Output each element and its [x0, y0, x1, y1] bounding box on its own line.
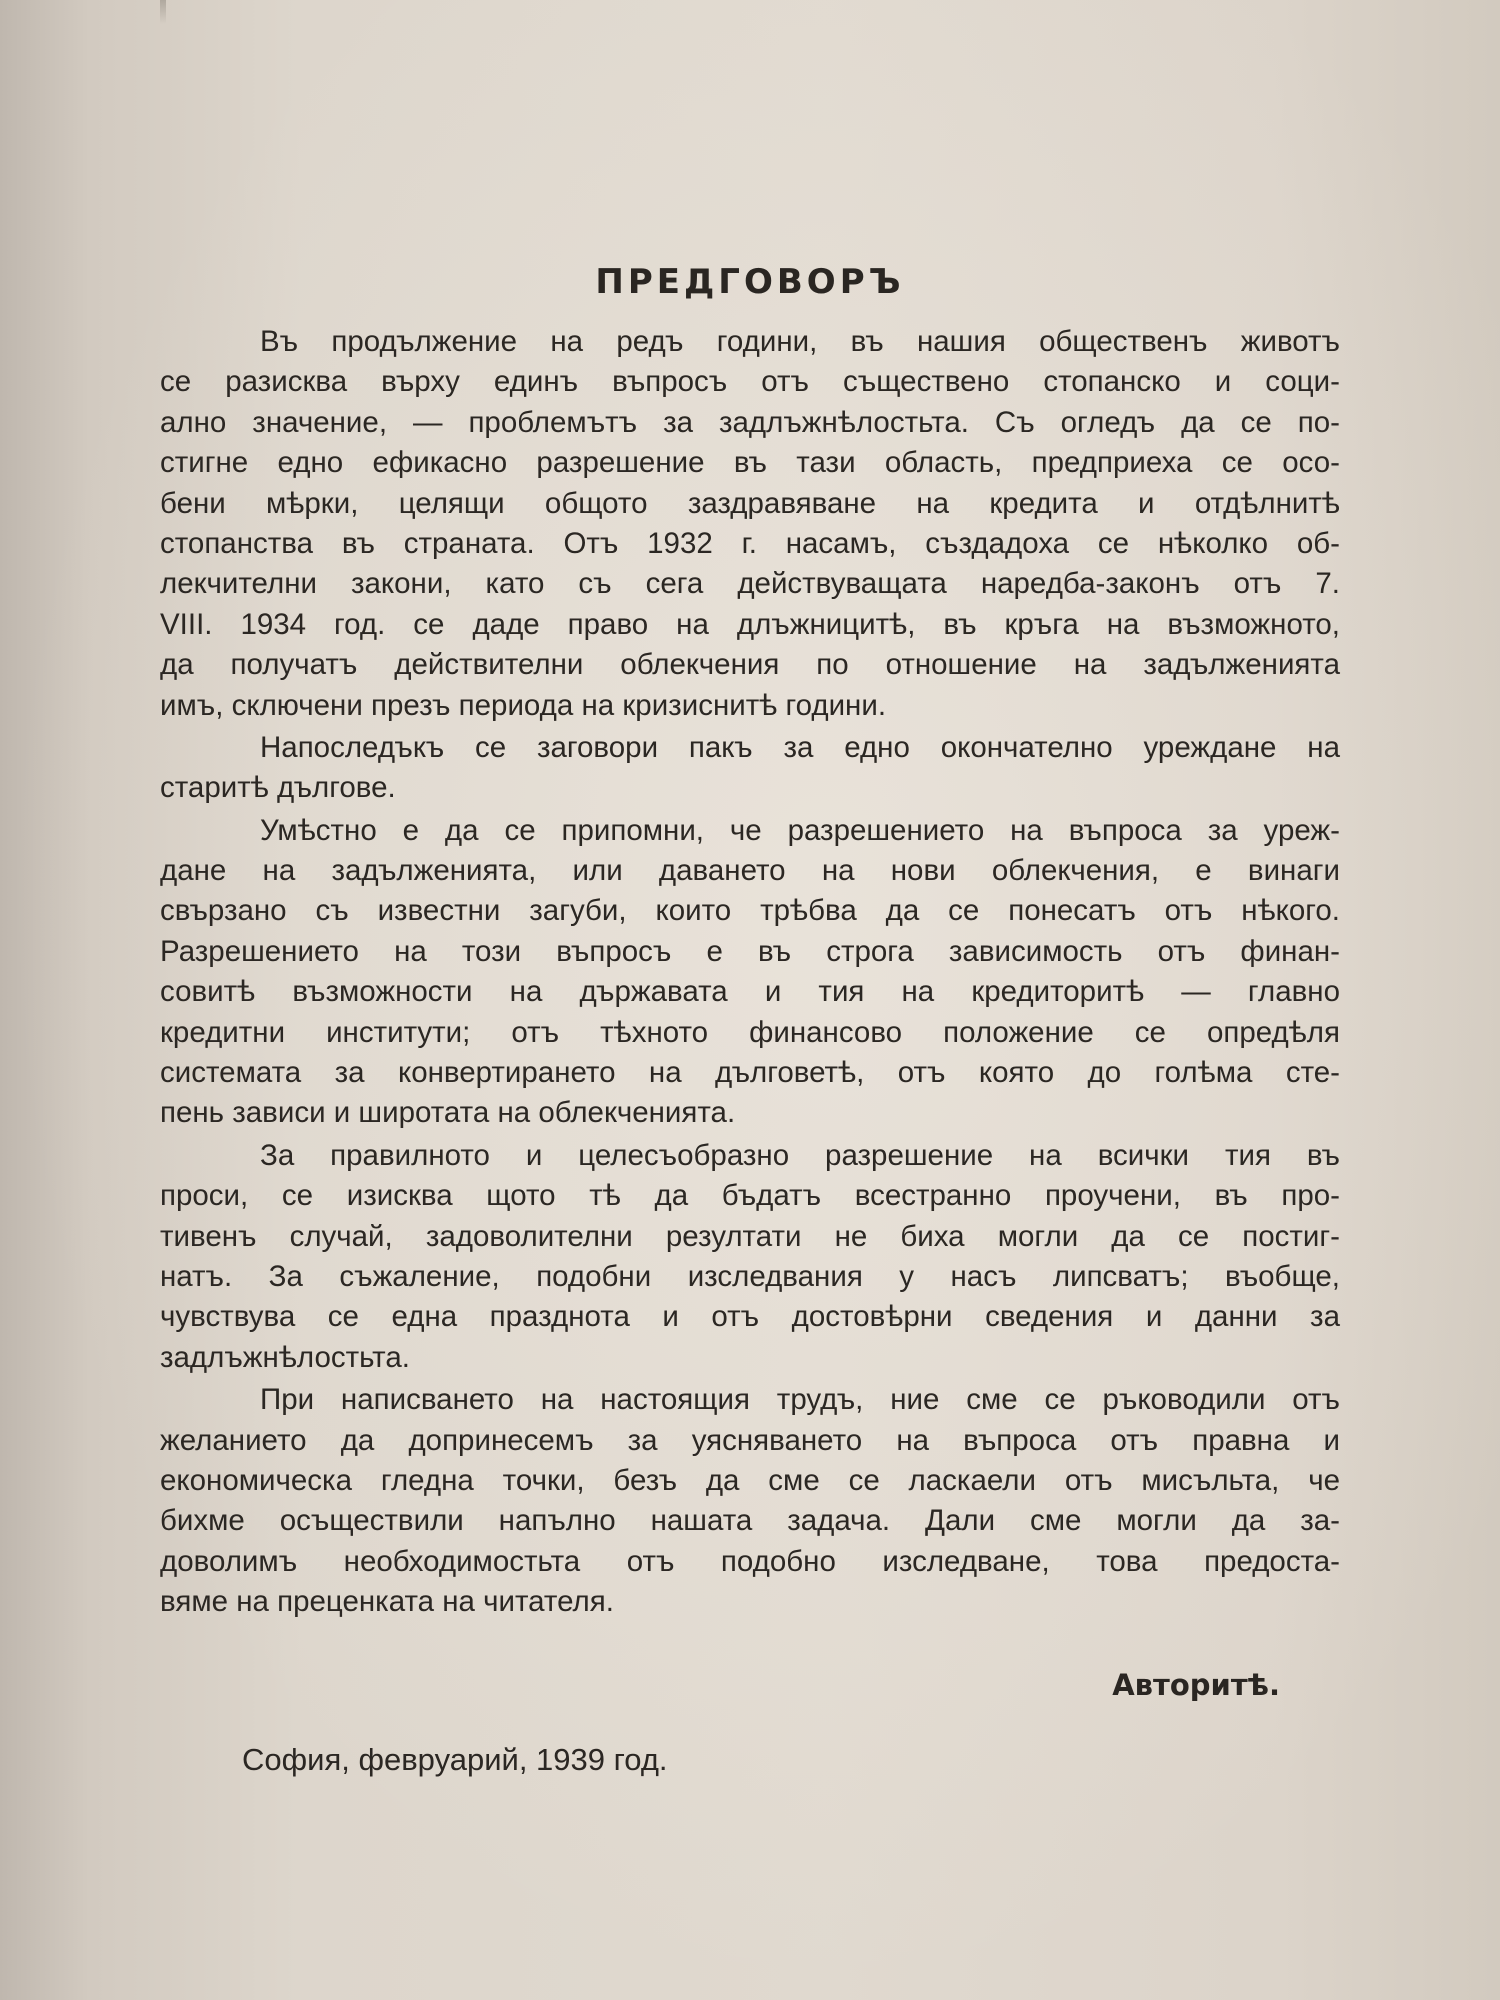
- text-line: задлъжнѣлостьта.: [160, 1340, 410, 1374]
- text-line: доволимъ необходимостьта отъ подобно изследване, това предоста-: [160, 1544, 1340, 1578]
- text-line: пень зависи и широтата на облекченията.: [160, 1096, 736, 1130]
- text-line: системата за конвертирането на дълговетѣ, отъ която до голѣма сте-: [160, 1056, 1340, 1090]
- text-line: стигне едно ефикасно разрешение въ тази область, предприеха се осо-: [160, 446, 1340, 480]
- page-title: ПРЕДГОВОРЪ: [595, 262, 905, 302]
- text-line: проси, се изисква щото тѣ да бъдатъ всестранно проучени, въ про-: [160, 1179, 1340, 1213]
- text-line: да получатъ действителни облекчения по отношение на задълженията: [160, 648, 1340, 682]
- text-line: VIII. 1934 год. се даде право на длъжницитѣ, въ кръга на възможното,: [160, 607, 1340, 641]
- text-line: кредитни институти; отъ тѣхното финансово положение се опредѣля: [160, 1015, 1340, 1049]
- preface-body: [160, 322, 1340, 1623]
- text-line: Разрешението на този въпросъ е въ строга зависимость отъ финан-: [160, 934, 1340, 968]
- text-line: вяме на преценката на читателя.: [160, 1585, 614, 1619]
- place-date-line: София, февруарий, 1939 год.: [242, 1742, 668, 1777]
- paragraph-3: [160, 811, 1340, 1134]
- text-line: бени мѣрки, целящи общото заздравяване на кредита и отдѣлнитѣ: [160, 486, 1340, 520]
- text-line: се разисква върху единъ въпросъ отъ съществено стопанско и соци-: [160, 365, 1340, 399]
- text-line: старитѣ дългове.: [160, 771, 396, 805]
- paragraph-4: [160, 1136, 1340, 1378]
- text-line: За правилното и целесъобразно разрешение на всички тия въ: [260, 1138, 1340, 1172]
- page-edge-mark: [160, 0, 166, 24]
- text-line: дане на задълженията, или даването на нови облекчения, е винаги: [160, 854, 1340, 888]
- text-line: тивенъ случай, задоволителни резултати не биха могли да се постиг-: [160, 1219, 1340, 1253]
- author-signature: Авторитѣ.: [1112, 1668, 1280, 1702]
- text-line: лекчителни закони, като съ сега действуващата наредба-законъ отъ 7.: [160, 567, 1340, 601]
- text-line: економическа гледна точки, безъ да сме се ласкаели отъ мисъльта, че: [160, 1463, 1340, 1497]
- paragraph-1: [160, 322, 1340, 726]
- paragraph-5: [160, 1380, 1340, 1622]
- text-line: При написването на настоящия трудъ, ние сме се ръководили отъ: [260, 1383, 1340, 1417]
- text-line: Умѣстно е да се припомни, че разрешението на въпроса за уреж-: [260, 813, 1340, 847]
- text-line: совитѣ възможности на държавата и тия на кредиторитѣ — главно: [160, 975, 1340, 1009]
- paragraph-2: [160, 728, 1340, 809]
- text-line: Въ продължение на редъ години, въ нашия общественъ животъ: [260, 325, 1340, 358]
- text-line: натъ. За съжаление, подобни изследвания у насъ липсватъ; въобще,: [160, 1259, 1340, 1293]
- text-line: Напоследъкъ се заговори пакъ за едно окончателно уреждане на: [260, 730, 1340, 764]
- text-line: чувствува се една празднота и отъ достовѣрни сведения и данни за: [160, 1300, 1340, 1334]
- text-line: бихме осъществили напълно нашата задача. Дали сме могли да за-: [160, 1504, 1340, 1538]
- text-line: стопанства въ страната. Отъ 1932 г. насамъ, създадоха се нѣколко об-: [160, 526, 1340, 560]
- text-line: ално значение, — проблемътъ за задлъжнѣлостьта. Съ огледъ да се по-: [160, 405, 1340, 439]
- text-line: имъ, сключени презъ периода на кризиснитѣ години.: [160, 688, 887, 722]
- text-line: свързано съ известни загуби, които трѣбва да се понесатъ отъ нѣкого.: [160, 894, 1340, 928]
- text-line: желанието да допринесемъ за уясняването на въпроса отъ правна и: [160, 1423, 1340, 1457]
